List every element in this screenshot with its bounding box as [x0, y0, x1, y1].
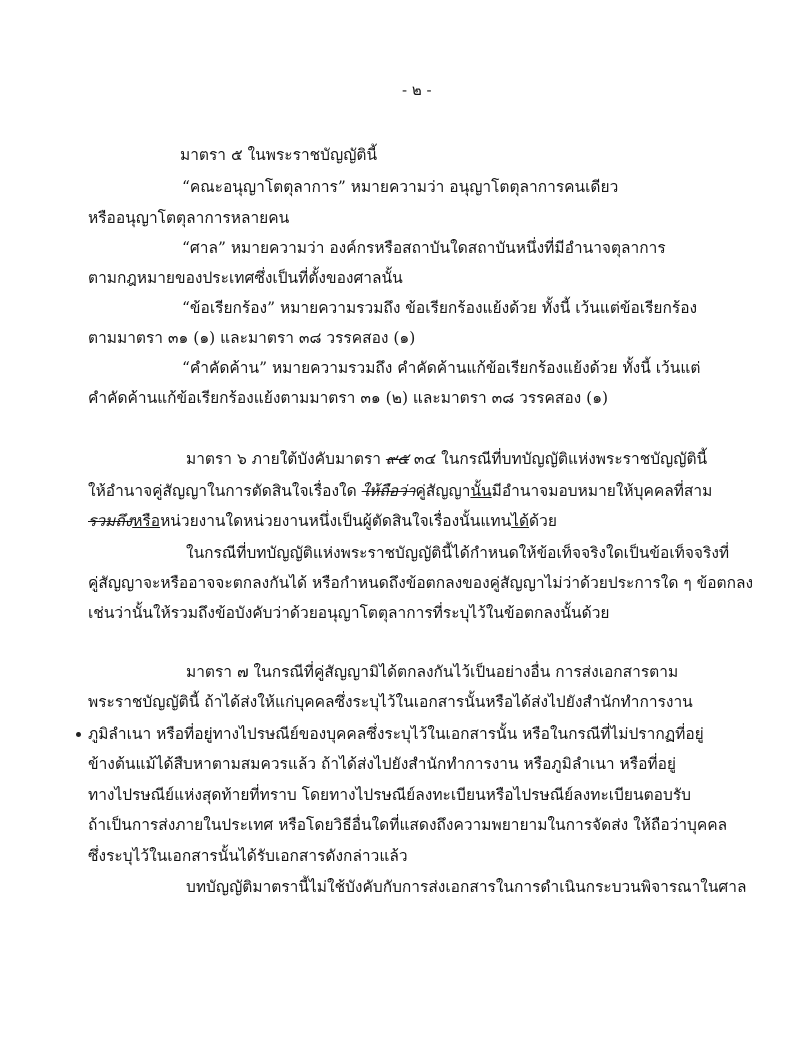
definition-line: คำคัดค้านแก้ข้อเรียกร้องแย้งตามมาตรา ๓๑ (๒) และมาตรา ๓๘ วรรคสอง (๑) [88, 389, 609, 407]
section-6-line: ในกรณีที่บทบัญญัติแห่งพระราชบัญญัตินี้ได้กำหนดให้ข้อเท็จจริงใดเป็นข้อเท็จจริงที่ [186, 544, 730, 562]
definition-line: “ข้อเรียกร้อง” หมายความรวมถึง ข้อเรียกร้องแย้งด้วย ทั้งนี้ เว้นแต่ข้อเรียกร้อง [182, 299, 698, 317]
underlined-text: ได้ [511, 512, 530, 530]
definition-line: “ศาล” หมายความว่า องค์กรหรือสถาบันใดสถาบันหนึ่งที่มีอำนาจตุลาการ [182, 239, 666, 257]
section-7-line: พระราชบัญญัตินี้ ถ้าได้ส่งให้แก่บุคคลซึ่งระบุไว้ในเอกสารนั้นหรือได้ส่งไปยังสำนักทำการงาน [88, 693, 693, 711]
section-6-line [88, 511, 557, 531]
struck-text: ๙๕ [385, 450, 409, 468]
definition-line: ตามมาตรา ๓๑ (๑) และมาตรา ๓๘ วรรคสอง (๑) [88, 329, 416, 347]
section-5-heading: มาตรา ๕ ในพระราชบัญญัตินี้ [180, 146, 378, 164]
margin-dot [76, 732, 81, 737]
section-7-line: ภูมิลำเนา หรือที่อยู่ทางไปรษณีย์ของบุคคลซึ่งระบุไว้ในเอกสารนั้น หรือในกรณีที่ไม่ปรากฏที่อยู่ [88, 725, 704, 743]
underlined-text: หรือ [132, 512, 161, 530]
section-7-line: ซึ่งระบุไว้ในเอกสารนั้นได้รับเอกสารดังกล่าวแล้ว [88, 847, 408, 865]
text-run: มีอำนาจมอบหมายให้บุคคลที่สาม [491, 482, 713, 500]
underlined-text: นั้น [470, 482, 492, 500]
section-6-line: เช่นว่านั้นให้รวมถึงข้อบังคับว่าด้วยอนุญาโตตุลาการที่ระบุไว้ในข้อตกลงนั้นด้วย [88, 604, 610, 622]
definition-line: ตามกฎหมายของประเทศซึ่งเป็นที่ตั้งของศาลนั้น [88, 269, 403, 287]
section-7-line: บทบัญญัติมาตรานี้ไม่ใช้บังคับกับการส่งเอกสารในการดำเนินกระบวนพิจารณาในศาล [186, 878, 747, 896]
definition-line: หรืออนุญาโตตุลาการหลายคน [88, 209, 290, 227]
page-number: - ๒ - [402, 81, 432, 99]
definition-line: “คณะอนุญาโตตุลาการ” หมายความว่า อนุญาโตตุลาการคนเดียว [182, 178, 619, 196]
struck-text: ให้ถือว่า [361, 482, 416, 500]
text-run: คู่สัญญา [415, 482, 471, 500]
section-7-line: ถ้าเป็นการส่งภายในประเทศ หรือโดยวิธีอื่นใดที่แสดงถึงความพยายามในการจัดส่ง ให้ถือว่าบุคคล [88, 816, 728, 834]
section-7-line: ข้างต้นแม้ได้สืบหาตามสมควรแล้ว ถ้าได้ส่งไปยังสำนักทำการงาน หรือภูมิลำเนา หรือที่อยู่ [88, 755, 677, 773]
section-7-line: มาตรา ๗ ในกรณีที่คู่สัญญามิได้ตกลงกันไว้เป็นอย่างอื่น การส่งเอกสารตาม [186, 663, 679, 681]
text-run: ๓๔ ในกรณีที่บทบัญญัติแห่งพระราชบัญญัตินี้ [409, 450, 708, 468]
section-6-line [186, 449, 707, 469]
struck-text: รวมถึง [88, 512, 133, 530]
text-run: หน่วยงานใดหน่วยงานหนึ่งเป็นผู้ตัดสินใจเรื่องนั้นแทน [160, 512, 512, 530]
section-6-line [88, 481, 712, 501]
text-run: ด้วย [529, 512, 557, 530]
text-run: มาตรา ๖ ภายใต้บังคับมาตรา [186, 450, 386, 468]
definition-line: “คำคัดค้าน” หมายความรวมถึง คำคัดค้านแก้ข้อเรียกร้องแย้งด้วย ทั้งนี้ เว้นแต่ [182, 359, 701, 377]
section-6-line: คู่สัญญาจะหรืออาจจะตกลงกันได้ หรือกำหนดถึงข้อตกลงของคู่สัญญาไม่ว่าด้วยประการใด ๆ ข้อตกลง [88, 574, 754, 592]
text-run: ให้อำนาจคู่สัญญาในการตัดสินใจเรื่องใด [88, 482, 362, 500]
section-7-line: ทางไปรษณีย์แห่งสุดท้ายที่ทราบ โดยทางไปรษณีย์ลงทะเบียนหรือไปรษณีย์ลงทะเบียนตอบรับ [88, 786, 691, 804]
